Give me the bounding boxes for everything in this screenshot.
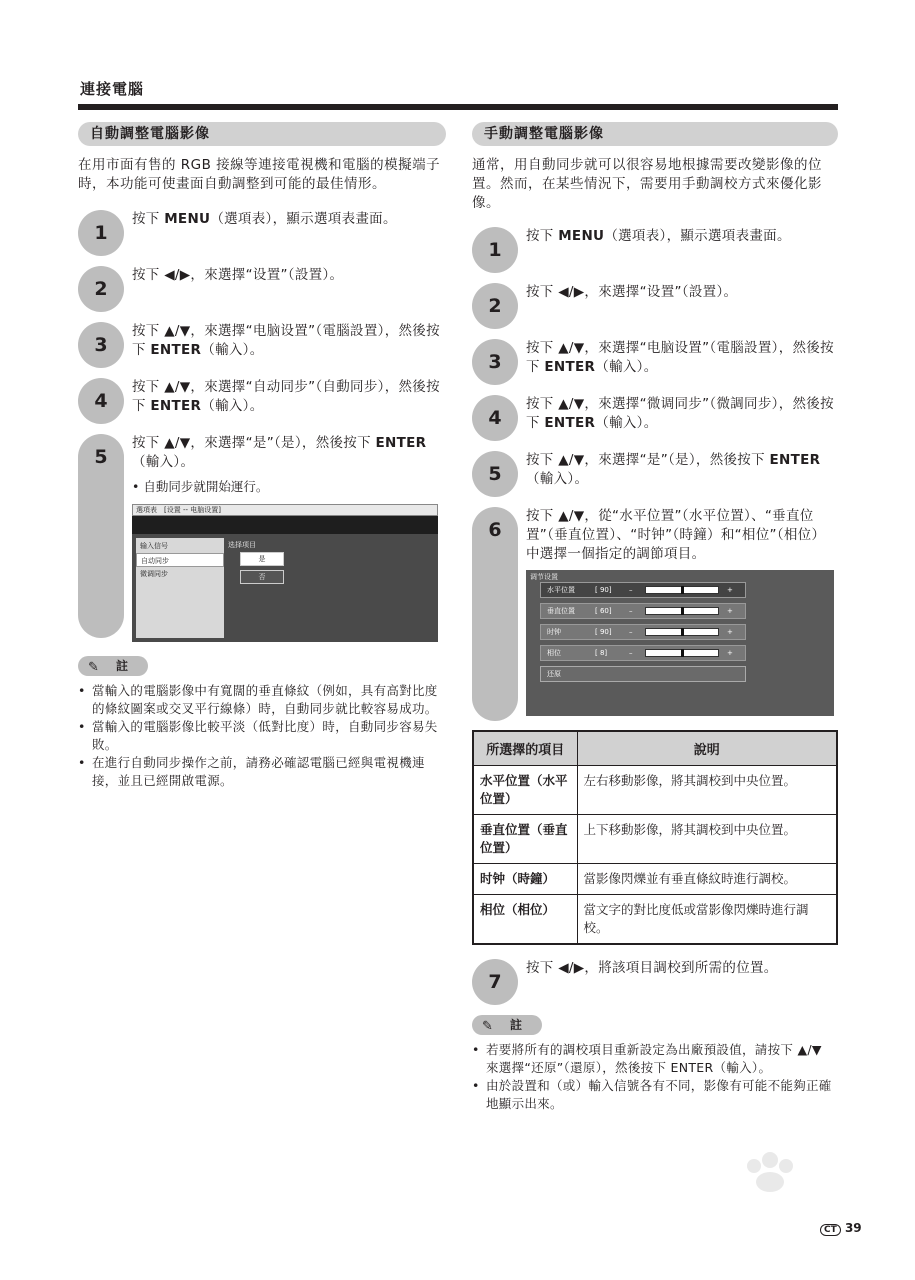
level-bar <box>645 628 719 636</box>
step-text: 按下 ◀/▶，來選擇“设置”（設置）。 <box>526 284 738 300</box>
step-text: 按下 ▲/▼，來選擇“自动同步”（自動同步），然後按下 ENTER（輸入）。 <box>132 379 440 414</box>
left-step-3 <box>78 322 446 364</box>
menu-band <box>132 516 438 534</box>
plus-icon: + <box>727 586 733 594</box>
page-number-text: 39 <box>844 1221 862 1235</box>
table-row <box>473 894 837 944</box>
minus-icon: – <box>629 649 633 657</box>
row-label: 相位 <box>547 649 561 657</box>
row-value: [ 90] <box>595 628 612 636</box>
step-text: 按下 MENU（選項表），顯示選項表畫面。 <box>132 211 397 227</box>
left-step-5 <box>78 434 446 642</box>
table-cell-item: 时钟（時鐘） <box>473 863 577 894</box>
right-step-1 <box>472 227 838 269</box>
step-number: 1 <box>472 227 518 273</box>
table-cell-item: 垂直位置（垂直位置） <box>473 814 577 863</box>
auto-sync-menu-screenshot <box>132 504 438 642</box>
table-cell-desc: 當影像閃爍並有垂直條紋時進行調校。 <box>577 863 837 894</box>
menu-yes-option: 是 <box>240 552 284 566</box>
fine-sync-menu-screenshot <box>526 570 834 716</box>
row-label: 时钟 <box>547 628 561 636</box>
note-item: • 當輸入的電腦影像中有寬闊的垂直條紋（例如，具有高對比度的條紋圖案或交叉平行線條）時，自動同步就比較容易成功。 <box>78 682 446 718</box>
reset-option: 还原 <box>540 666 746 682</box>
table-header: 說明 <box>577 731 837 765</box>
right-notes <box>472 1041 838 1113</box>
plus-icon: + <box>727 607 733 615</box>
step-number: 3 <box>78 322 124 368</box>
row-value: [ 60] <box>595 607 612 615</box>
note-item: • 在進行自動同步操作之前，請務必確認電腦已經與電視機連接，並且已經開啟電源。 <box>78 754 446 790</box>
right-note-tag <box>472 1015 542 1035</box>
chapter-rule <box>78 104 838 110</box>
step-number: 7 <box>472 959 518 1005</box>
table-row <box>473 814 837 863</box>
right-section-heading: 手動調整電腦影像 <box>472 122 838 146</box>
note-item: • 當輸入的電腦影像比較平淡（低對比度）時，自動同步容易失敗。 <box>78 718 446 754</box>
step-number: 2 <box>472 283 518 329</box>
paperclip-icon: ✎ <box>482 1018 493 1034</box>
left-column <box>78 122 446 790</box>
note-label: 註 <box>510 1017 523 1032</box>
plus-icon: + <box>727 628 733 636</box>
level-bar <box>645 649 719 657</box>
note-label: 註 <box>116 659 129 673</box>
step-text: 按下 ▲/▼，來選擇“是”（是），然後按下 ENTER（輸入）。 <box>526 452 821 487</box>
step-number: 6 <box>472 507 518 721</box>
adjust-row-h-position <box>540 582 746 598</box>
level-knob <box>681 586 684 594</box>
row-label: 垂直位置 <box>547 607 575 615</box>
row-value: [ 90] <box>595 586 612 594</box>
note-item: • 若要將所有的調校項目重新設定為出廠預設值，請按下 ▲/▼ 來選擇“还原”（還原），然後按下 ENTER（輸入）。 <box>472 1041 838 1077</box>
level-bar <box>645 586 719 594</box>
region-badge: CT <box>820 1224 841 1236</box>
step-number: 2 <box>78 266 124 312</box>
step-text: 按下 ◀/▶，來選擇“设置”（設置）。 <box>132 267 344 283</box>
right-step-6 <box>472 507 838 716</box>
menu-option-label: 选择项目 <box>228 541 256 549</box>
table-cell-desc: 上下移動影像，將其調校到中央位置。 <box>577 814 837 863</box>
page-number <box>820 1221 862 1236</box>
paperclip-icon: ✎ <box>88 660 99 675</box>
menu-no-option: 否 <box>240 570 284 584</box>
level-bar <box>645 607 719 615</box>
right-step-5 <box>472 451 838 493</box>
step-text: 按下 ▲/▼，來選擇“微调同步”（微調同步），然後按下 ENTER（輸入）。 <box>526 396 834 431</box>
menu-item-auto-sync: 自动同步 <box>136 553 224 567</box>
adjust-row-v-position <box>540 603 746 619</box>
chapter-title: 連接電腦 <box>80 80 145 98</box>
minus-icon: – <box>629 586 633 594</box>
right-step-7 <box>472 959 838 1001</box>
level-knob <box>681 649 684 657</box>
step-text: 按下 ▲/▼，來選擇“电脑设置”（電腦設置），然後按下 ENTER（輸入）。 <box>132 323 440 358</box>
row-value: [ 8] <box>595 649 608 657</box>
table-row <box>473 765 837 814</box>
left-step-4 <box>78 378 446 420</box>
step-text: 按下 MENU（選項表），顯示選項表畫面。 <box>526 228 791 244</box>
left-notes <box>78 682 446 790</box>
step-text: 按下 ▲/▼，來選擇“电脑设置”（電腦設置），然後按下 ENTER（輸入）。 <box>526 340 834 375</box>
table-header: 所選擇的項目 <box>473 731 577 765</box>
table-cell-desc: 左右移動影像，將其調校到中央位置。 <box>577 765 837 814</box>
table-cell-item: 相位（相位） <box>473 894 577 944</box>
adjust-row-phase <box>540 645 746 661</box>
level-knob <box>681 628 684 636</box>
note-item: • 由於設置和（或）輸入信號各有不同，影像有可能不能夠正確地顯示出來。 <box>472 1077 838 1113</box>
step-number: 1 <box>78 210 124 256</box>
left-step-1 <box>78 210 446 252</box>
table-row <box>473 863 837 894</box>
plus-icon: + <box>727 649 733 657</box>
step-number: 4 <box>78 378 124 424</box>
level-knob <box>681 607 684 615</box>
menu-title: 選項表 [设置 -- 电脑设置] <box>132 504 438 516</box>
left-intro: 在用市面有售的 RGB 接線等連接電視機和電腦的模擬端子時，本功能可使畫面自動調整到可能的最佳情形。 <box>78 157 441 192</box>
adjust-items-table <box>472 730 838 945</box>
minus-icon: – <box>629 628 633 636</box>
menu-item-input-signal: 输入信号 <box>140 542 168 550</box>
step-text: 按下 ◀/▶，將該項目調校到所需的位置。 <box>526 959 778 976</box>
step-bullet: • 自動同步就開始運行。 <box>132 479 269 494</box>
step-number: 5 <box>78 434 124 638</box>
step-number: 5 <box>472 451 518 497</box>
right-intro: 通常，用自動同步就可以很容易地根據需要改變影像的位置。然而，在某些情況下，需要用手動調校方式來優化影像。 <box>472 157 822 211</box>
step-number: 4 <box>472 395 518 441</box>
left-note-tag <box>78 656 148 676</box>
table-cell-desc: 當文字的對比度低或當影像閃爍時進行調校。 <box>577 894 837 944</box>
adjust-row-clock <box>540 624 746 640</box>
left-section-heading: 自動調整電腦影像 <box>78 122 446 146</box>
menu-title: 调节设置 <box>530 573 558 581</box>
right-column <box>472 122 838 1113</box>
step-text: 按下 ▲/▼，來選擇“是”（是），然後按下 ENTER（輸入）。 <box>132 435 427 470</box>
right-step-4 <box>472 395 838 437</box>
minus-icon: – <box>629 607 633 615</box>
menu-item-fine-sync: 微调同步 <box>140 570 168 578</box>
row-label: 水平位置 <box>547 586 575 594</box>
table-cell-item: 水平位置（水平位置） <box>473 765 577 814</box>
step-text: 按下 ▲/▼，從“水平位置”（水平位置）、“垂直位置”（垂直位置）、“时钟”（時鐘）和“相位”（相位）中選擇一個指定的調節項目。 <box>526 508 826 562</box>
left-step-2 <box>78 266 446 308</box>
right-step-2 <box>472 283 838 325</box>
right-step-3 <box>472 339 838 381</box>
step-number: 3 <box>472 339 518 385</box>
table-header-row <box>473 731 837 765</box>
